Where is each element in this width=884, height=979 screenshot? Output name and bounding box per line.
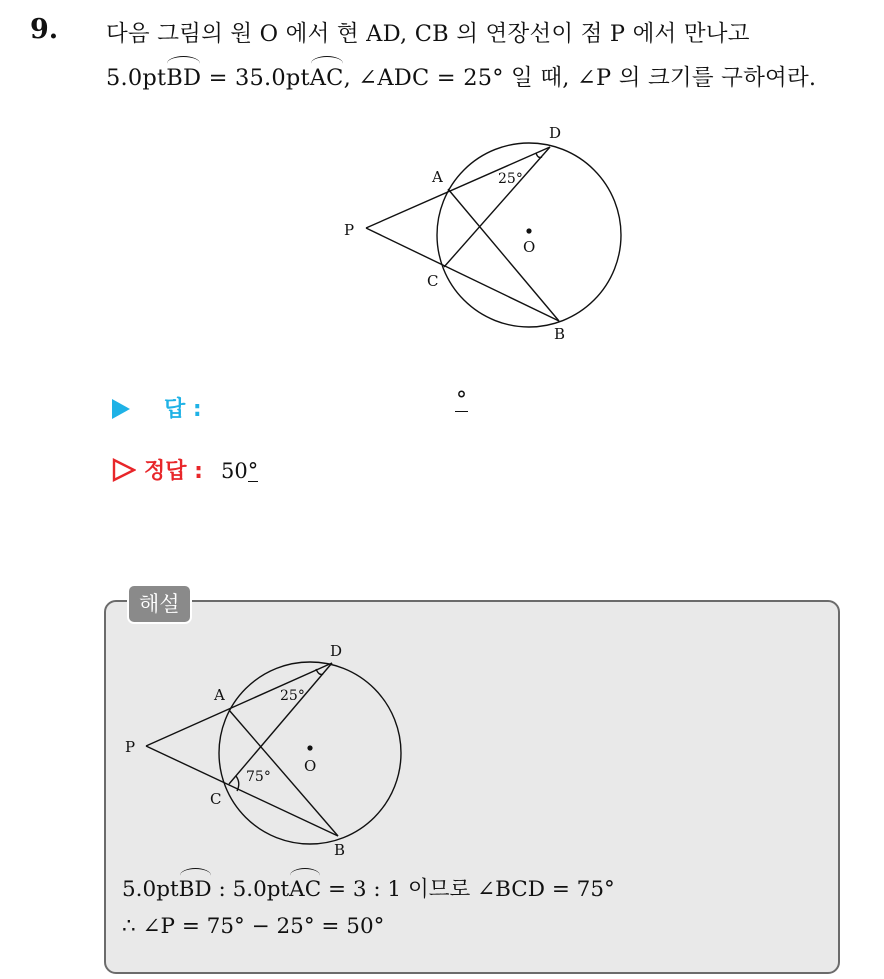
answer-label: 답 :: [164, 397, 202, 422]
solution-suffix: = 3 : 1 이므로 ∠BCD = 75°: [321, 877, 615, 902]
solution-label-b: B: [334, 841, 346, 859]
question-suffix: , ∠ADC = 25° 일 때, ∠P 의 크기를 구하여라.: [343, 65, 817, 91]
solution-angle-label-25: 25°: [280, 688, 305, 704]
label-d: D: [549, 124, 562, 142]
label-b: B: [554, 325, 566, 343]
solution-segment-p-d: [146, 663, 332, 746]
question-figure: [330, 118, 650, 348]
solution-segment-c-d: [229, 663, 332, 784]
question-mid: = 35.0pt: [201, 65, 310, 91]
label-p: P: [344, 221, 355, 239]
question-number: 9.: [30, 14, 59, 45]
solution-line1: [122, 872, 615, 903]
outline-triangle-icon: [112, 458, 136, 482]
question-text-line2: [106, 60, 816, 92]
correct-answer-row: [112, 454, 258, 485]
question-text-line1: 다음 그림의 원 O 에서 현 AD, CB 의 연장선이 점 P 에서 만나고: [106, 21, 750, 47]
solution-tab: 해설: [127, 584, 192, 624]
solid-triangle-icon: [112, 399, 130, 419]
solution-label-p: P: [125, 738, 136, 756]
correct-value: 50°: [220, 459, 259, 483]
label-c: C: [427, 272, 439, 290]
solution-arc-bd: BD: [178, 877, 212, 902]
center-dot: [526, 228, 531, 233]
solution-prefix: 5.0pt: [122, 877, 179, 902]
angle-label-25: 25°: [498, 171, 523, 187]
answer-unit: °: [456, 388, 467, 413]
arc-ac: AC: [309, 65, 344, 91]
solution-label-d: D: [330, 642, 343, 660]
solution-mid: : 5.0pt: [211, 877, 290, 902]
segment-p-d: [366, 147, 550, 228]
question-prefix: 5.0pt: [106, 65, 167, 91]
solution-figure: [116, 638, 416, 863]
label-a: A: [432, 168, 443, 186]
solution-arc-ac: AC: [289, 877, 322, 902]
solution-label-a: A: [214, 686, 225, 704]
correct-label: 정답 :: [144, 459, 203, 484]
solution-label-o: O: [304, 757, 317, 775]
label-o: O: [523, 238, 536, 256]
solution-angle-mark-d: [316, 669, 323, 674]
angle-mark-d: [536, 153, 542, 158]
solution-center-dot: [307, 745, 312, 750]
solution-label-c: C: [210, 790, 222, 808]
answer-row: [112, 392, 202, 423]
solution-line2: ∴ ∠P = 75° − 25° = 50°: [122, 914, 385, 939]
arc-bd: BD: [166, 65, 202, 91]
solution-angle-label-75: 75°: [246, 769, 271, 785]
